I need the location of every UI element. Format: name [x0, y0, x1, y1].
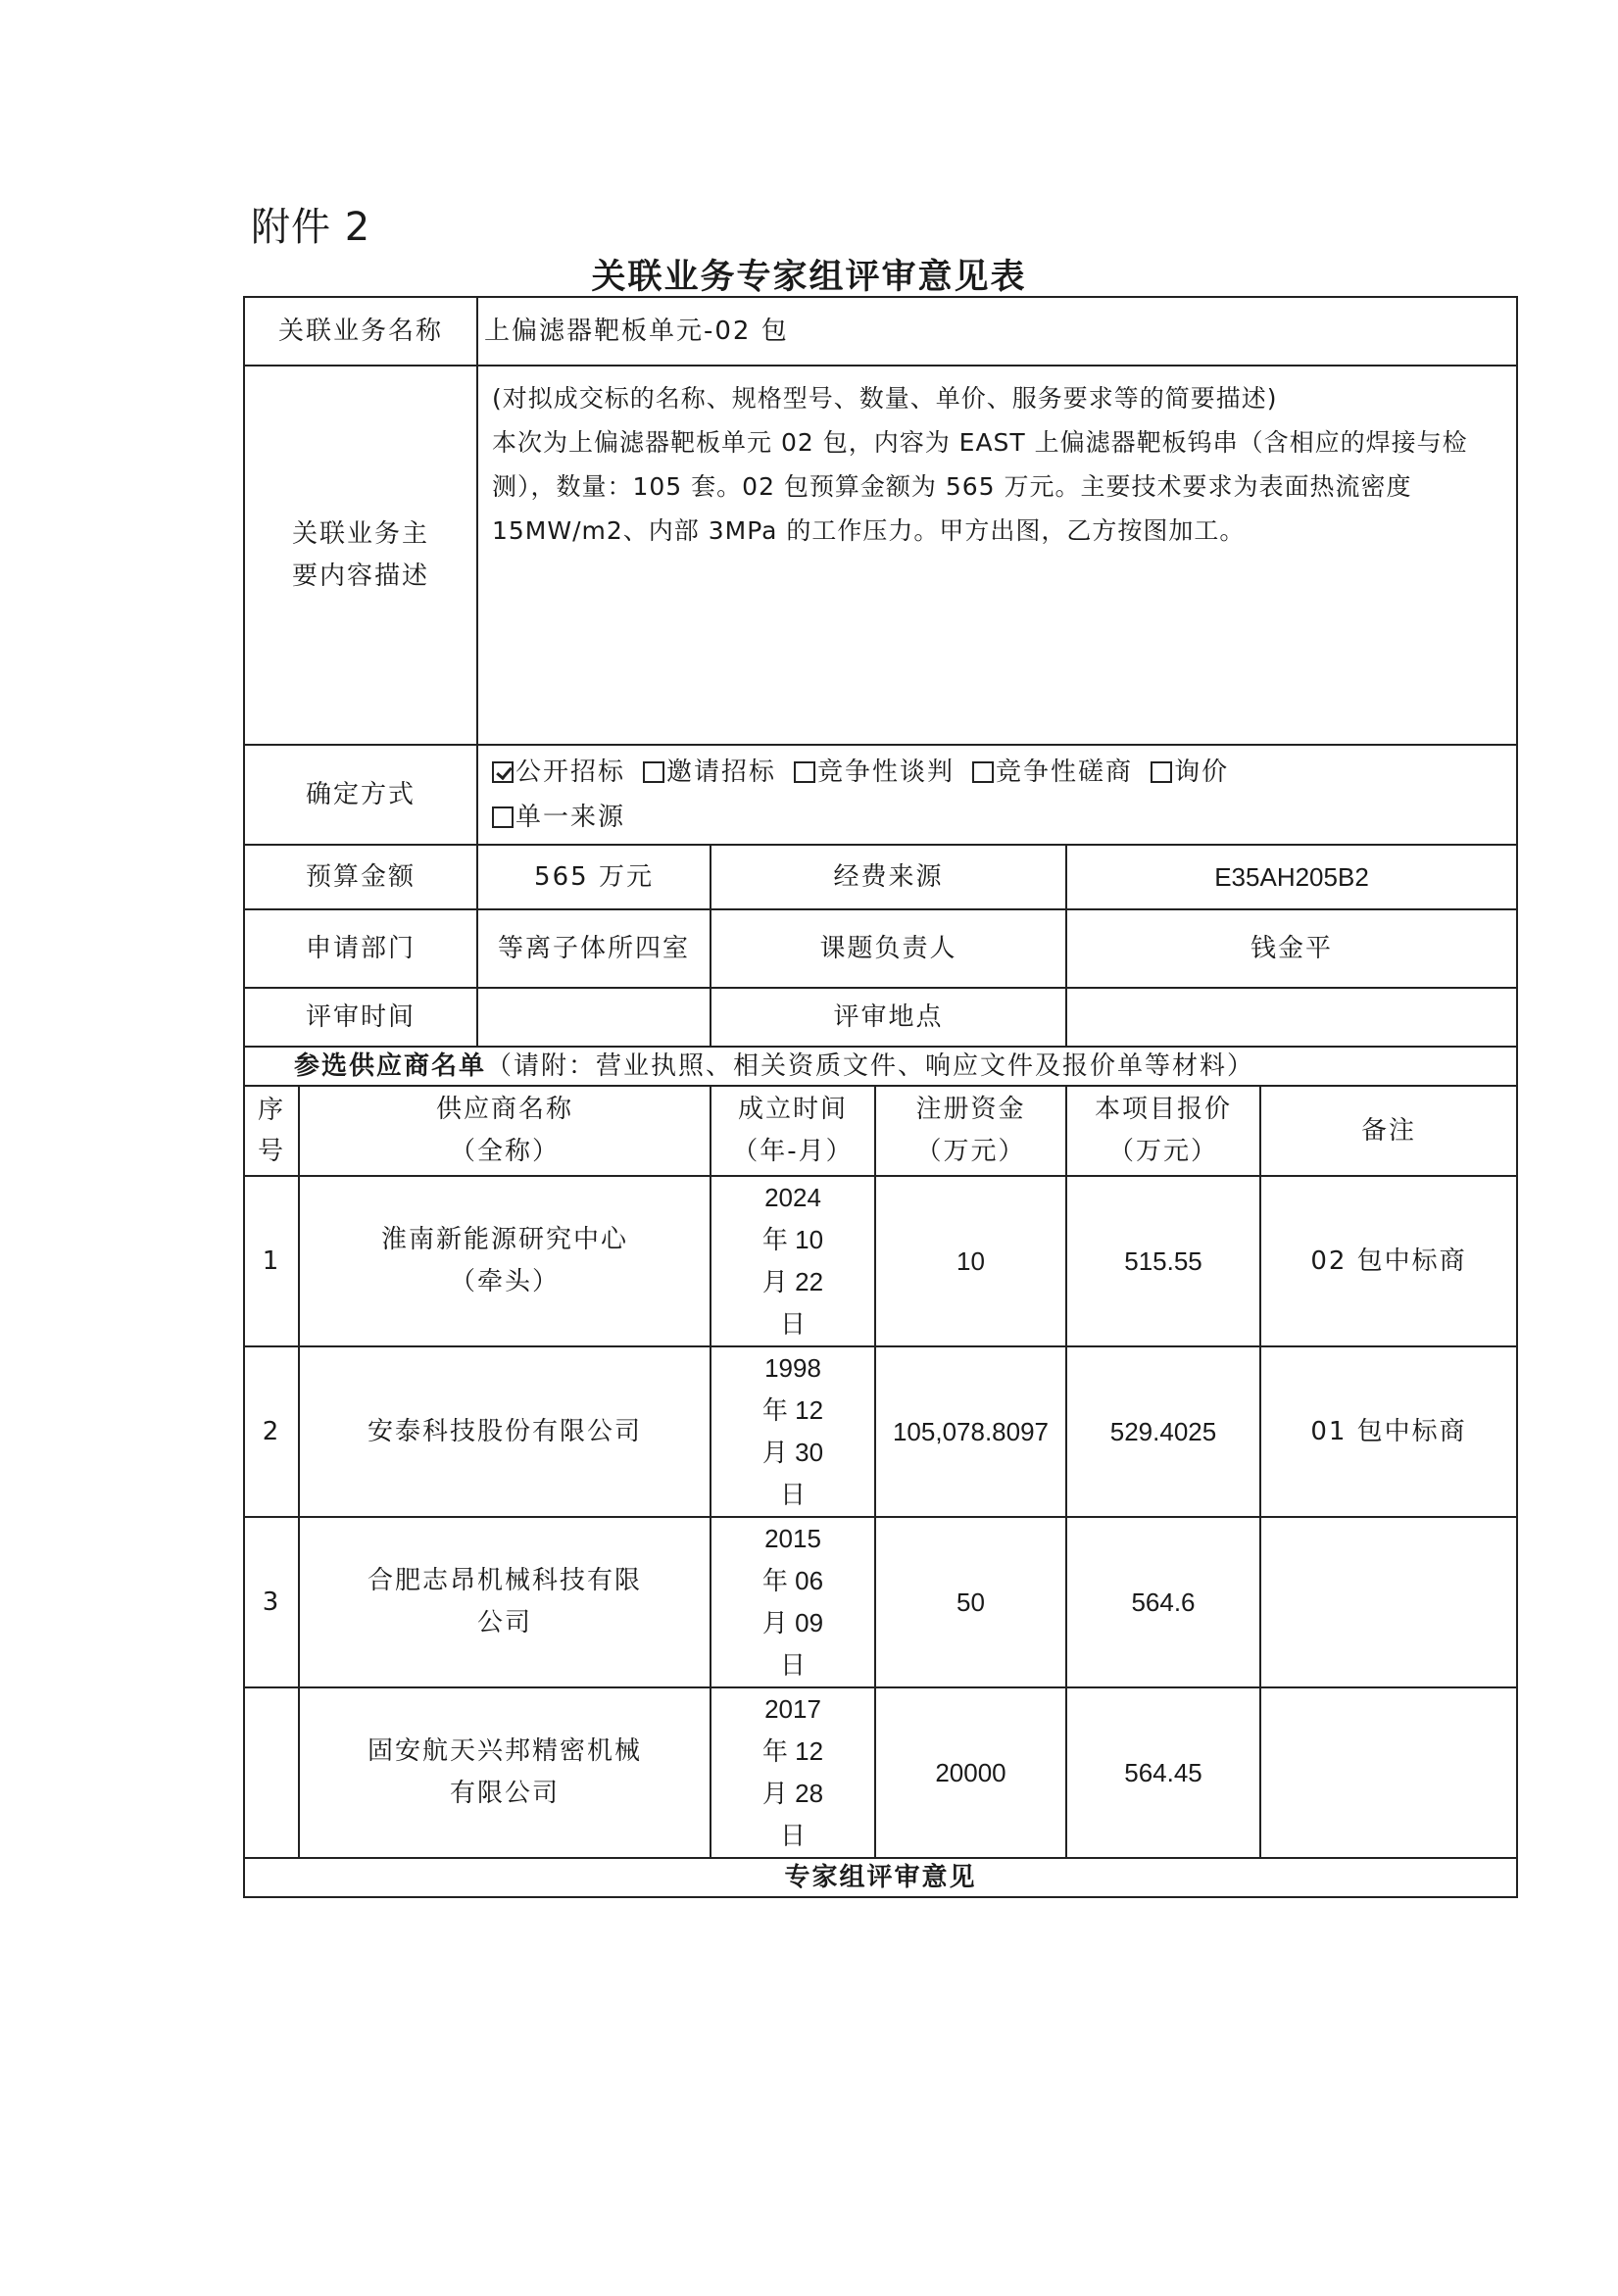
attachment-label: 附件 2 — [251, 205, 371, 250]
method-options — [477, 745, 1517, 845]
method-row — [244, 745, 1517, 845]
review-place-value — [1066, 988, 1517, 1047]
supplier-no: 1 — [244, 1176, 299, 1346]
supplier-founded: 2017 年 12 月 28 日 — [711, 1687, 875, 1858]
supplier-name: 固安航天兴邦精密机械有限公司 — [299, 1687, 711, 1858]
supplier-no: 2 — [244, 1346, 299, 1517]
description-hint: (对拟成交标的名称、规格型号、数量、单价、服务要求等的简要描述) — [492, 384, 1278, 413]
header-remark: 备注 — [1260, 1086, 1517, 1176]
checkbox-icon[interactable] — [972, 761, 994, 783]
header-quote: 本项目报价（万元） — [1066, 1086, 1260, 1176]
description-label — [244, 366, 477, 745]
review-time-value — [477, 988, 711, 1047]
table-row — [244, 1687, 1517, 1858]
review-form-table — [243, 296, 1518, 1898]
supplier-name: 合肥志昂机械科技有限公司 — [299, 1517, 711, 1687]
supplier-capital: 20000 — [875, 1687, 1066, 1858]
expert-opinion-row — [244, 1858, 1517, 1897]
suppliers-title — [244, 1047, 1517, 1086]
method-option-inquiry[interactable]: 询价 — [1151, 757, 1229, 787]
supplier-founded: 2024 年 10 月 22 日 — [711, 1176, 875, 1346]
project-lead-label: 课题负责人 — [711, 909, 1066, 988]
checkbox-icon[interactable] — [794, 761, 815, 783]
header-capital: 注册资金（万元） — [875, 1086, 1066, 1176]
checkbox-icon[interactable] — [1151, 761, 1172, 783]
description-label-text: 关联业务主要内容描述 — [291, 518, 429, 591]
description-content — [477, 366, 1517, 745]
supplier-no: 3 — [244, 1517, 299, 1687]
checkbox-icon[interactable] — [643, 761, 664, 783]
supplier-quote: 564.45 — [1066, 1687, 1260, 1858]
review-time-row — [244, 988, 1517, 1047]
supplier-quote: 529.4025 — [1066, 1346, 1260, 1517]
business-name-value: 上偏滤器靶板单元-02 包 — [477, 297, 1517, 366]
method-option-single-source[interactable]: 单一来源 — [492, 803, 625, 832]
supplier-remark: 01 包中标商 — [1260, 1346, 1517, 1517]
table-row — [244, 1176, 1517, 1346]
budget-row — [244, 845, 1517, 909]
project-lead-value: 钱金平 — [1066, 909, 1517, 988]
header-name: 供应商名称（全称） — [299, 1086, 711, 1176]
department-value: 等离子体所四室 — [477, 909, 711, 988]
supplier-quote: 564.6 — [1066, 1517, 1260, 1687]
supplier-remark — [1260, 1517, 1517, 1687]
supplier-name: 淮南新能源研究中心（牵头） — [299, 1176, 711, 1346]
supplier-founded: 2015 年 06 月 09 日 — [711, 1517, 875, 1687]
supplier-capital: 50 — [875, 1517, 1066, 1687]
table-row — [244, 1517, 1517, 1687]
review-time-label: 评审时间 — [244, 988, 477, 1047]
supplier-no — [244, 1687, 299, 1858]
supplier-name: 安泰科技股份有限公司 — [299, 1346, 711, 1517]
supplier-remark: 02 包中标商 — [1260, 1176, 1517, 1346]
business-name-label: 关联业务名称 — [244, 297, 477, 366]
budget-value: 565 万元 — [477, 845, 711, 909]
suppliers-note: （请附：营业执照、相关资质文件、响应文件及报价单等材料） — [486, 1051, 1255, 1081]
funding-value: E35AH205B2 — [1066, 845, 1517, 909]
suppliers-title-row — [244, 1047, 1517, 1086]
suppliers-header-row — [244, 1086, 1517, 1176]
supplier-capital: 10 — [875, 1176, 1066, 1346]
funding-label: 经费来源 — [711, 845, 1066, 909]
header-no: 序号 — [244, 1086, 299, 1176]
review-place-label: 评审地点 — [711, 988, 1066, 1047]
business-name-row — [244, 297, 1517, 366]
method-label: 确定方式 — [244, 745, 477, 845]
header-founded: 成立时间（年-月） — [711, 1086, 875, 1176]
method-option-public-tender[interactable]: 公开招标 — [492, 757, 625, 787]
supplier-capital: 105,078.8097 — [875, 1346, 1066, 1517]
expert-opinion-label: 专家组评审意见 — [244, 1858, 1517, 1897]
suppliers-title-text: 参选供应商名单 — [294, 1051, 487, 1081]
checkbox-icon[interactable] — [492, 806, 514, 828]
department-label: 申请部门 — [244, 909, 477, 988]
method-option-competitive-negotiation[interactable]: 竞争性谈判 — [794, 757, 955, 787]
supplier-quote: 515.55 — [1066, 1176, 1260, 1346]
method-option-invited-tender[interactable]: 邀请招标 — [643, 757, 776, 787]
description-text: 本次为上偏滤器靶板单元 02 包，内容为 EAST 上偏滤器靶板钨串（含相应的焊接与检测），数量：105 套。02 包预算金额为 565 万元。主要技术要求为表面热流密度 15MW/m2、内部 3MPa 的工作压力。甲方出图，乙方按图加工。 — [492, 428, 1468, 545]
table-row — [244, 1346, 1517, 1517]
department-row — [244, 909, 1517, 988]
method-option-competitive-consultation[interactable]: 竞争性磋商 — [972, 757, 1133, 787]
description-row — [244, 366, 1517, 745]
supplier-remark — [1260, 1687, 1517, 1858]
budget-label: 预算金额 — [244, 845, 477, 909]
document-title: 关联业务专家组评审意见表 — [591, 258, 1027, 297]
supplier-founded: 1998 年 12 月 30 日 — [711, 1346, 875, 1517]
checkbox-checked-icon[interactable] — [492, 761, 514, 783]
